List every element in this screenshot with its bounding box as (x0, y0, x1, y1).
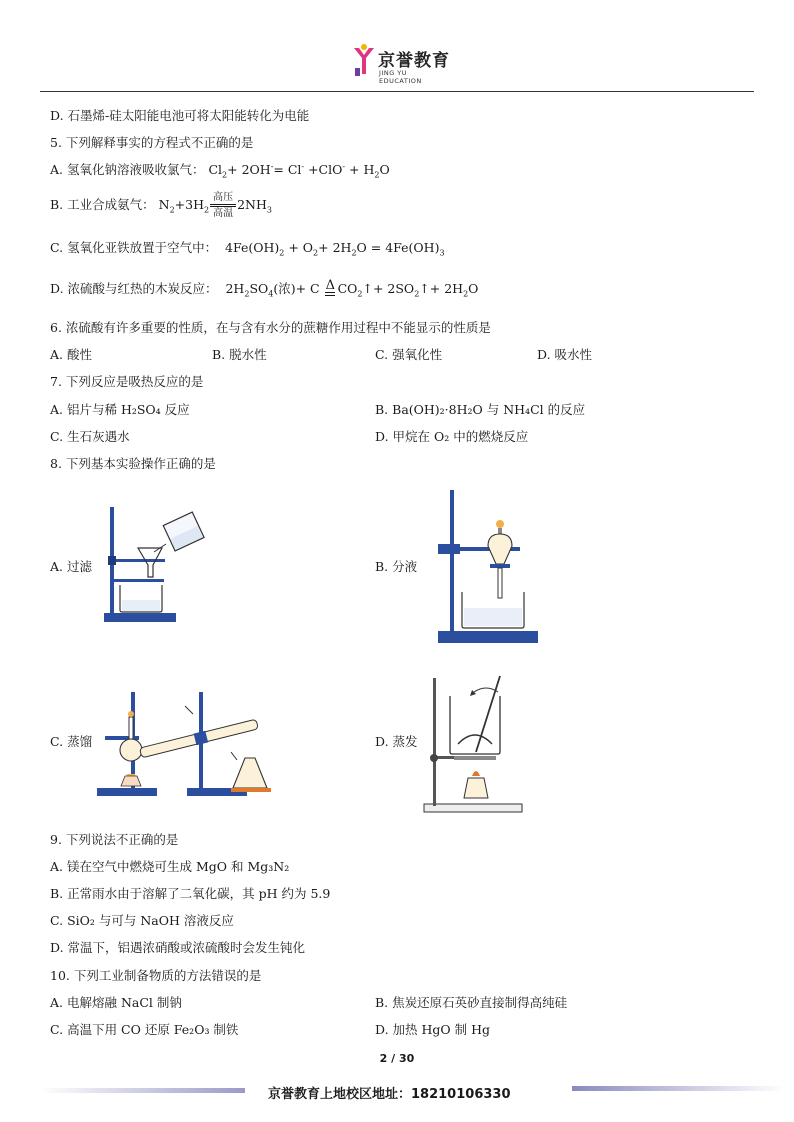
q5c-label: C. 氢氧化亚铁放置于空气中： (50, 240, 218, 255)
q10-option-a: A. 电解熔融 NaCl 制钠 (50, 995, 182, 1010)
q9-stem: 9. 下列说法不正确的是 (50, 832, 179, 847)
footer-address: 京誉教育上地校区地址：18210106330 (268, 1087, 511, 1102)
separatory-funnel-figure (432, 488, 547, 648)
q7-stem: 7. 下列反应是吸热反应的是 (50, 374, 204, 389)
q8-option-c: C. 蒸馏 (50, 734, 93, 749)
q7-option-b: B. Ba(OH)₂·8H₂O 与 NH₄Cl 的反应 (375, 402, 586, 417)
q8-stem: 8. 下列基本实验操作正确的是 (50, 456, 216, 471)
header-rule (40, 91, 754, 92)
q8-option-b: B. 分液 (375, 559, 418, 574)
q7-option-d: D. 甲烷在 O₂ 中的燃烧反应 (375, 429, 529, 444)
footer-decor-left (40, 1088, 245, 1093)
q5-option-a: A. 氢氧化钠溶液吸收氯气： $Cl_2+ 2OH^-= Cl^- +ClO^- + H_2O$ (50, 161, 390, 180)
logo-title: 京誉教育 (378, 51, 450, 71)
reaction-condition: 高压 高温 (210, 192, 236, 219)
q5-option-b: B. 工业合成氨气： $N_2+3H_2$高压 高温$2NH_3$ (50, 192, 272, 219)
q6-option-a: A. 酸性 (50, 347, 92, 362)
q8-option-d: D. 蒸发 (375, 734, 418, 749)
q9-option-b: B. 正常雨水由于溶解了二氧化碳，其 pH 约为 5.9 (50, 886, 331, 901)
q7-option-c: C. 生石灰遇水 (50, 429, 130, 444)
logo-subtitle: JING YU EDUCATION (379, 69, 422, 85)
page-number: 2 / 30 (379, 1052, 415, 1065)
q5-option-c: C. 氢氧化亚铁放置于空气中： $4Fe(OH)_2 + O_2+ 2H_2O = 4Fe(OH)_3$ (50, 240, 445, 258)
q5-stem: 5. 下列解释事实的方程式不正确的是 (50, 135, 254, 150)
q9-option-d: D. 常温下，铝遇浓硝酸或浓硫酸时会发生钝化 (50, 940, 306, 955)
evaporation-apparatus-figure (420, 668, 528, 820)
q5-option-d: D. 浓硫酸与红热的木炭反应： $2H_2SO_4$(浓)+ C Δ $CO_2↑+$ $2SO_2↑+ 2H_2O$ (50, 278, 479, 299)
q10-option-d: D. 加热 HgO 制 Hg (375, 1022, 490, 1037)
q5d-label: D. 浓硫酸与红热的木炭反应： (50, 281, 218, 296)
q9-option-c: C. SiO₂ 与可与 NaOH 溶液反应 (50, 913, 234, 928)
logo-mark-icon (352, 44, 376, 78)
q7-option-a: A. 铝片与稀 H₂SO₄ 反应 (50, 402, 190, 417)
q5b-label: B. 工业合成氨气： (50, 197, 155, 212)
filtration-apparatus-figure (100, 502, 210, 627)
q8-option-a: A. 过滤 (50, 559, 92, 574)
q6-option-c: C. 强氧化性 (375, 347, 443, 362)
logo (352, 44, 452, 84)
q10-option-c: C. 高温下用 CO 还原 Fe₂O₃ 制铁 (50, 1022, 239, 1037)
footer-decor-right (572, 1086, 784, 1091)
q4-option-d: D. 石墨烯-硅太阳能电池可将太阳能转化为电能 (50, 108, 310, 123)
q10-option-b: B. 焦炭还原石英砂直接制得高纯硅 (375, 995, 568, 1010)
distillation-apparatus-figure (95, 692, 275, 802)
q6-option-d: D. 吸水性 (537, 347, 593, 362)
q6-option-b: B. 脱水性 (212, 347, 267, 362)
q10-stem: 10. 下列工业制备物质的方法错误的是 (50, 968, 262, 983)
q5a-label: A. 氢氧化钠溶液吸收氯气： (50, 162, 205, 177)
q6-stem: 6. 浓硫酸有许多重要的性质，在与含有水分的蔗糖作用过程中不能显示的性质是 (50, 320, 491, 335)
q9-option-a: A. 镁在空气中燃烧可生成 MgO 和 Mg₃N₂ (50, 859, 290, 874)
